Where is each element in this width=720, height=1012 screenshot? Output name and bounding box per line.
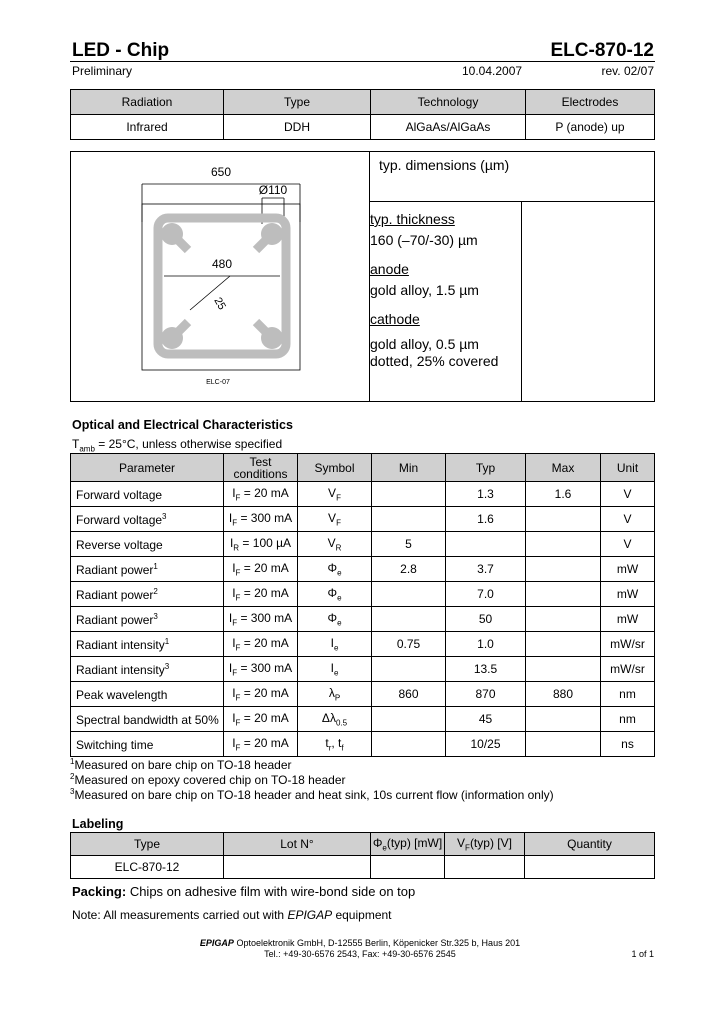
- divider: [521, 201, 522, 402]
- cond-cell: $I_F = 300$ mA: [224, 607, 298, 632]
- dim-hole-label: Ø110: [258, 183, 288, 197]
- condition-symbol: T: [72, 437, 80, 451]
- summary-header: Radiation: [71, 90, 224, 115]
- cond-cell: $I_F = 20$ mA: [224, 682, 298, 707]
- param-cell: Forward voltage: [71, 482, 224, 507]
- max-cell: [526, 607, 601, 632]
- labeling-title: Labeling: [72, 817, 124, 831]
- symbol-cell: $\Phi_e$: [298, 607, 372, 632]
- symbol-cell: $\lambda_P$: [298, 682, 372, 707]
- anode-label: anode: [370, 261, 409, 277]
- min-cell: [372, 707, 446, 732]
- table-row: [71, 507, 655, 532]
- symbol-cell: $\Delta\lambda_{0.5}$: [298, 707, 372, 732]
- thickness-label: typ. thickness: [370, 211, 455, 227]
- table-row: [71, 657, 655, 682]
- min-cell: 860: [372, 682, 446, 707]
- symbol-cell: $V_F$: [298, 507, 372, 532]
- table-row: [71, 557, 655, 582]
- max-cell: 1.6: [526, 482, 601, 507]
- label-type-value: ELC-870-12: [71, 856, 224, 879]
- min-cell: [372, 482, 446, 507]
- col-header: Typ: [446, 454, 526, 482]
- unit-cell: ns: [601, 732, 655, 757]
- section-title: Optical and Electrical Characteristics: [72, 418, 293, 432]
- typ-cell: 3.7: [446, 557, 526, 582]
- summary-header: Technology: [371, 90, 526, 115]
- param-cell: Spectral bandwidth at 50%: [71, 707, 224, 732]
- table-row: [71, 682, 655, 707]
- typ-cell: 10/25: [446, 732, 526, 757]
- thickness-value: 160 (–70/-30) µm: [370, 232, 478, 248]
- cond-cell: $I_R = 100$ µA: [224, 532, 298, 557]
- summary-value: AlGaAs/AlGaAs: [371, 115, 526, 140]
- footer-contact: Tel.: +49-30-6576 2543, Fax: +49-30-6576 2545: [264, 949, 456, 959]
- condition-text: = 25°C, unless otherwise specified: [98, 437, 283, 451]
- cathode-label: cathode: [370, 311, 420, 327]
- table-row: [71, 532, 655, 557]
- min-cell: [372, 582, 446, 607]
- symbol-cell: $t_r$, $t_f$: [298, 732, 372, 757]
- max-cell: [526, 557, 601, 582]
- label-header: Lot N°: [224, 833, 371, 856]
- cond-cell: $I_F = 20$ mA: [224, 582, 298, 607]
- summary-value: DDH: [224, 115, 371, 140]
- doc-status: Preliminary: [72, 64, 133, 78]
- header-rule: [70, 61, 655, 62]
- drawing-code: ELC-07: [206, 379, 230, 386]
- footnote: $^2$Measured on epoxy covered chip on TO-18 header: [70, 772, 346, 787]
- labeling-table: [70, 832, 655, 879]
- typ-cell: 1.3: [446, 482, 526, 507]
- label-qty-value: [525, 856, 655, 879]
- unit-cell: mW/sr: [601, 632, 655, 657]
- label-header: $\Phi_e(typ)$ [mW]: [371, 833, 445, 856]
- label-header: $V_F(typ)$ [V]: [445, 833, 525, 856]
- min-cell: 5: [372, 532, 446, 557]
- table-row: [71, 732, 655, 757]
- typ-cell: 1.6: [446, 507, 526, 532]
- table-row: [71, 632, 655, 657]
- cond-cell: $I_F = 300$ mA: [224, 507, 298, 532]
- anode-value: gold alloy, 1.5 µm: [370, 282, 479, 298]
- dim-width-label: 650: [210, 165, 232, 179]
- characteristics-table: [70, 453, 655, 757]
- param-cell: Radiant power$^1$: [71, 557, 224, 582]
- param-cell: Forward voltage$^3$: [71, 507, 224, 532]
- max-cell: [526, 532, 601, 557]
- chip-drawing: [130, 160, 320, 395]
- unit-cell: mW: [601, 582, 655, 607]
- typ-cell: 45: [446, 707, 526, 732]
- label-vf-value: [445, 856, 525, 879]
- symbol-cell: $\Phi_e$: [298, 557, 372, 582]
- unit-cell: nm: [601, 707, 655, 732]
- summary-value: P (anode) up: [526, 115, 655, 140]
- min-cell: [372, 507, 446, 532]
- col-header: Min: [372, 454, 446, 482]
- doc-date: 10.04.2007: [462, 64, 523, 78]
- max-cell: 880: [526, 682, 601, 707]
- footnote: $^1$Measured on bare chip on TO-18 header: [70, 757, 292, 772]
- summary-header: Electrodes: [526, 90, 655, 115]
- cond-cell: $I_F = 20$ mA: [224, 557, 298, 582]
- unit-cell: V: [601, 507, 655, 532]
- summary-table: [70, 89, 655, 140]
- param-cell: Switching time: [71, 732, 224, 757]
- page-number: 1 of 1: [631, 949, 654, 959]
- table-row: [71, 707, 655, 732]
- typ-cell: 1.0: [446, 632, 526, 657]
- max-cell: [526, 582, 601, 607]
- max-cell: [526, 657, 601, 682]
- symbol-cell: $I_e$: [298, 632, 372, 657]
- unit-cell: mW: [601, 557, 655, 582]
- note-line: Note: All measurements carried out with EPIGAP equipment: [72, 908, 392, 922]
- max-cell: [526, 507, 601, 532]
- cathode-value: gold alloy, 0.5 µm: [370, 336, 479, 352]
- condition-line: [72, 437, 282, 453]
- cond-cell: $I_F = 20$ mA: [224, 632, 298, 657]
- label-phi-value: [371, 856, 445, 879]
- typ-cell: 50: [446, 607, 526, 632]
- summary-value: Infrared: [71, 115, 224, 140]
- doc-revision: rev. 02/07: [601, 64, 654, 78]
- symbol-cell: $\Phi_e$: [298, 582, 372, 607]
- max-cell: [526, 732, 601, 757]
- cond-cell: $I_F = 20$ mA: [224, 482, 298, 507]
- label-lot-value: [224, 856, 371, 879]
- param-cell: Radiant power$^3$: [71, 607, 224, 632]
- unit-cell: V: [601, 532, 655, 557]
- footnote: $^3$Measured on bare chip on TO-18 header and heat sink, 10s current flow (information only): [70, 787, 554, 802]
- param-cell: Peak wavelength: [71, 682, 224, 707]
- col-header: Unit: [601, 454, 655, 482]
- typ-cell: 7.0: [446, 582, 526, 607]
- min-cell: 2.8: [372, 557, 446, 582]
- table-row: [71, 582, 655, 607]
- dim-title: typ. dimensions (µm): [379, 157, 510, 173]
- typ-cell: [446, 532, 526, 557]
- param-cell: Radiant intensity$^3$: [71, 657, 224, 682]
- dim-diag-label: 25: [211, 295, 228, 313]
- col-header: Test conditions: [224, 454, 298, 482]
- cathode-value: dotted, 25% covered: [370, 353, 499, 369]
- label-header: Type: [71, 833, 224, 856]
- min-cell: [372, 657, 446, 682]
- min-cell: 0.75: [372, 632, 446, 657]
- dim-pad-label: 480: [211, 257, 233, 271]
- symbol-cell: $V_F$: [298, 482, 372, 507]
- col-header: Max: [526, 454, 601, 482]
- symbol-cell: $I_e$: [298, 657, 372, 682]
- cond-cell: $I_F = 20$ mA: [224, 707, 298, 732]
- param-cell: Reverse voltage: [71, 532, 224, 557]
- typ-cell: 870: [446, 682, 526, 707]
- table-row: [71, 607, 655, 632]
- part-number: ELC-870-12: [550, 40, 654, 61]
- max-cell: [526, 632, 601, 657]
- param-cell: Radiant intensity$^1$: [71, 632, 224, 657]
- col-header: Symbol: [298, 454, 372, 482]
- min-cell: [372, 732, 446, 757]
- summary-header: Type: [224, 90, 371, 115]
- cond-cell: $I_F = 20$ mA: [224, 732, 298, 757]
- unit-cell: mW: [601, 607, 655, 632]
- footer-address: EPIGAP Optoelektronik GmbH, D-12555 Berlin, Köpenicker Str.325 b, Haus 201: [199, 938, 521, 948]
- unit-cell: mW/sr: [601, 657, 655, 682]
- packing-line: Packing: Chips on adhesive film with wire-bond side on top: [72, 884, 416, 899]
- col-header: Parameter: [71, 454, 224, 482]
- max-cell: [526, 707, 601, 732]
- divider: [369, 201, 655, 202]
- doc-title: LED - Chip: [72, 40, 170, 61]
- unit-cell: nm: [601, 682, 655, 707]
- min-cell: [372, 607, 446, 632]
- cond-cell: $I_F = 300$ mA: [224, 657, 298, 682]
- label-header: Quantity: [525, 833, 655, 856]
- table-row: [71, 482, 655, 507]
- unit-cell: V: [601, 482, 655, 507]
- param-cell: Radiant power$^2$: [71, 582, 224, 607]
- symbol-cell: $V_R$: [298, 532, 372, 557]
- condition-sub: amb: [79, 444, 95, 454]
- typ-cell: 13.5: [446, 657, 526, 682]
